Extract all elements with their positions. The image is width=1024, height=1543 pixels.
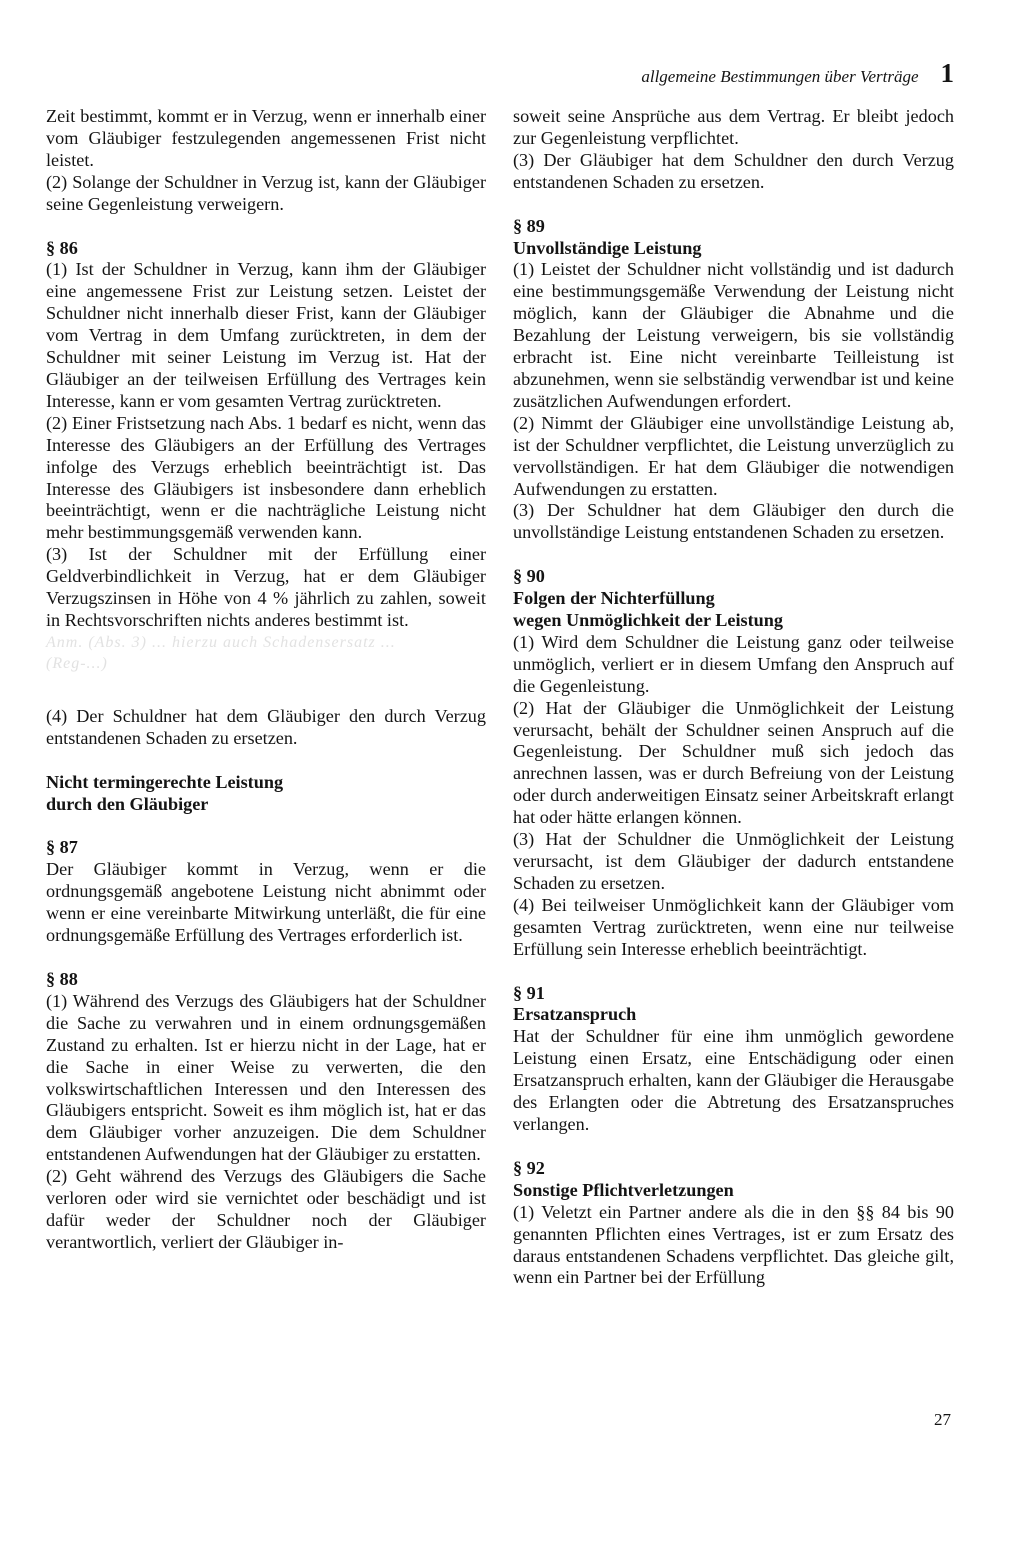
section-89-number: § 89 [513,215,545,236]
paragraph-88-2: (2) Geht während des Verzugs des Gläubigers die Sache verloren oder wird sie vernichtet oder beschädigt und ist dafür weder der Schuldner noch der Gläubiger verantwortlich, verliert der Gläubiger in- [46,1166,486,1252]
paragraph-89-1: (1) Leistet der Schuldner nicht vollständig und ist dadurch eine bestimmungsgemäße Verwendung der Leistung nicht möglich, kann der Gläubiger die Abnahme und die Bezahlung der Leistung verweigern, bis sie vollständig erbracht ist. Eine nicht vereinbarte Teilleistung ist abzunehmen, wenn sie selbständig verwendbar ist und keine zusätzlichen Aufwendungen erfordert. [513,259,954,411]
paragraph-90-2: (2) Hat der Gläubiger die Unmöglichkeit der Leistung verursacht, behält der Schuldner seinen Anspruch auf die Gegenleistung. Der Schuldner muß sich jedoch das anrechnen lassen, was er durch Befreiung von der Leistung oder durch anderweitigen Einsatz seiner Arbeitskraft erlangt hat oder hätte erlangen können. [513,697,954,828]
paragraph-86-3: (3) Ist der Schuldner mit der Erfüllung einer Geldverbindlichkeit in Verzug, hat er dem Gläubiger Verzugszinsen in Höhe von 4 % jährlich zu zahlen, soweit in Rechtsvorschriften nichts anderes bestimmt ist. [46,544,486,630]
paragraph-85-2: (2) Solange der Schuldner in Verzug ist, kann der Gläubiger seine Gegenleistung verweigern. [46,171,486,214]
faded-annotation-line-2: (Reg-...) [46,654,108,672]
paragraph-90-1: (1) Wird dem Schuldner die Leistung ganz oder teilweise unmöglich, verliert er in diesem Umfang den Anspruch auf die Gegenleistung. [513,631,954,696]
paragraph-86-4: (4) Der Schuldner hat dem Gläubiger den durch Verzug entstandenen Schaden zu ersetzen. [46,705,486,748]
paragraph-88-3: (3) Der Gläubiger hat dem Schuldner den durch Verzug entstandenen Schaden zu ersetzen. [513,149,954,192]
section-92-title: Sonstige Pflichtverletzungen [513,1179,734,1200]
chapter-heading-line-1: Nicht termingerechte Leistung [46,771,284,792]
paragraph-92-1: (1) Veletzt ein Partner andere als die in den §§ 84 bis 90 genannten Pflichten eines Vertrages, ist er zum Ersatz des daraus entstandenen Schadens verpflichtet. Das gleiche gilt, wenn ein Partner bei der Erfüllung [513,1201,954,1288]
paragraph-90-3: (3) Hat der Schuldner die Unmöglichkeit der Leistung verursacht, ist dem Gläubiger der dadurch entstandene Schaden zu ersetzen. [513,829,954,893]
section-91-title: Ersatzanspruch [513,1004,637,1025]
right-column [513,106,954,1289]
paragraph-91: Hat der Schuldner für eine ihm unmöglich gewordene Leistung einen Ersatz, eine Entschädigung oder einen Ersatzanspruch erhalten, kann der Gläubiger die Herausgabe des Erlangten oder die Abtretung des Ersatzanspruches verlangen. [513,1026,954,1134]
chapter-heading-line-2: durch den Gläubiger [46,793,209,814]
paragraph-86-1: (1) Ist der Schuldner in Verzug, kann ihm der Gläubiger eine angemessene Frist zur Leistung setzen. Leistet der Schuldner nicht innerhalb dieser Frist, kann der Gläubiger vom Vertrag in dem Umfang zurücktreten, in dem der Schuldner mit seiner Leistung im Verzug ist. Hat der Gläubiger an der teilweisen Erfüllung des Vertrages kein Interesse, kann er vom gesamten Vertrag zurücktreten. [46,259,486,411]
paragraph-88-continuation: soweit seine Ansprüche aus dem Vertrag. Er bleibt jedoch zur Gegenleistung verpflichtet. [513,106,954,148]
section-87-number: § 87 [46,837,78,858]
section-90-title-line-1: Folgen der Nichterfüllung [513,588,715,609]
paragraph-87: Der Gläubiger kommt in Verzug, wenn er die ordnungsgemäß angebotene Leistung nicht abnimmt oder wenn er eine vereinbarte Mitwirkung unterläßt, die für eine ordnungsgemäße Erfüllung des Vertrages erforderlich ist. [46,859,486,946]
header-title: allgemeine Bestimmungen über Verträge [641,67,919,86]
paragraph-89-3: (3) Der Schuldner hat dem Gläubiger den durch die unvollständige Leistung entstandenen Schaden zu ersetzen. [513,500,954,543]
paragraph-88-1: (1) Während des Verzugs des Gläubigers hat der Schuldner die Sache zu verwahren und in einem ordnungsgemäßen Zustand zu erhalten. Ist er hierzu nicht in der Lage, hat er die Sache in einer Weise zu verwerten, die den volkswirtschaftlichen Interessen und den Interessen des Gläubigers entspricht. Soweit es ihm möglich ist, hat er das dem Gläubiger vorher anzuzeigen. Die dem Schuldner entstandenen Aufwendungen hat der Gläubiger zu erstatten. [46,990,486,1165]
left-column [46,106,486,1254]
chapter-number: 1 [940,58,954,88]
paragraph-90-4: (4) Bei teilweiser Unmöglichkeit kann der Gläubiger vom gesamten Vertrag zurücktreten, wenn eine nur teilweise Erfüllung sein Interesse erheblich beeinträchtigt. [513,894,954,959]
paragraph-86-2: (2) Einer Fristsetzung nach Abs. 1 bedarf es nicht, wenn das Interesse des Gläubigers an der Erfüllung des Vertrages infolge des Verzugs erheblich beeinträchtigt ist. Das Interesse des Gläubigers ist insbesondere dann erheblich beeinträchtigt, wenn er die nachträgliche Leistung nicht mehr bestimmungsgemäß verwenden kann. [46,412,486,543]
page-number: 27 [934,1410,951,1429]
section-90-title-line-2: wegen Unmöglichkeit der Leistung [513,610,783,631]
section-90-number: § 90 [513,566,545,587]
section-86-number: § 86 [46,237,78,258]
section-88-number: § 88 [46,969,78,989]
paragraph-85-continuation: Zeit bestimmt, kommt er in Verzug, wenn er innerhalb einer vom Gläubiger festzulegenden angemessenen Frist nicht leistet. [46,106,486,170]
running-header [641,58,954,89]
section-91-number: § 91 [513,982,545,1003]
section-92-number: § 92 [513,1157,545,1178]
paragraph-89-2: (2) Nimmt der Gläubiger eine unvollständige Leistung ab, ist der Schuldner verpflichtet, die Leistung unverzüglich zu vervollständigen. Er hat dem Gläubiger die notwendigen Aufwendungen zu erstatten. [513,412,954,499]
section-89-title: Unvollständige Leistung [513,237,702,258]
faded-annotation-line-1: Anm. (Abs. 3) ... hierzu auch Schadensersatz ... [46,633,396,651]
